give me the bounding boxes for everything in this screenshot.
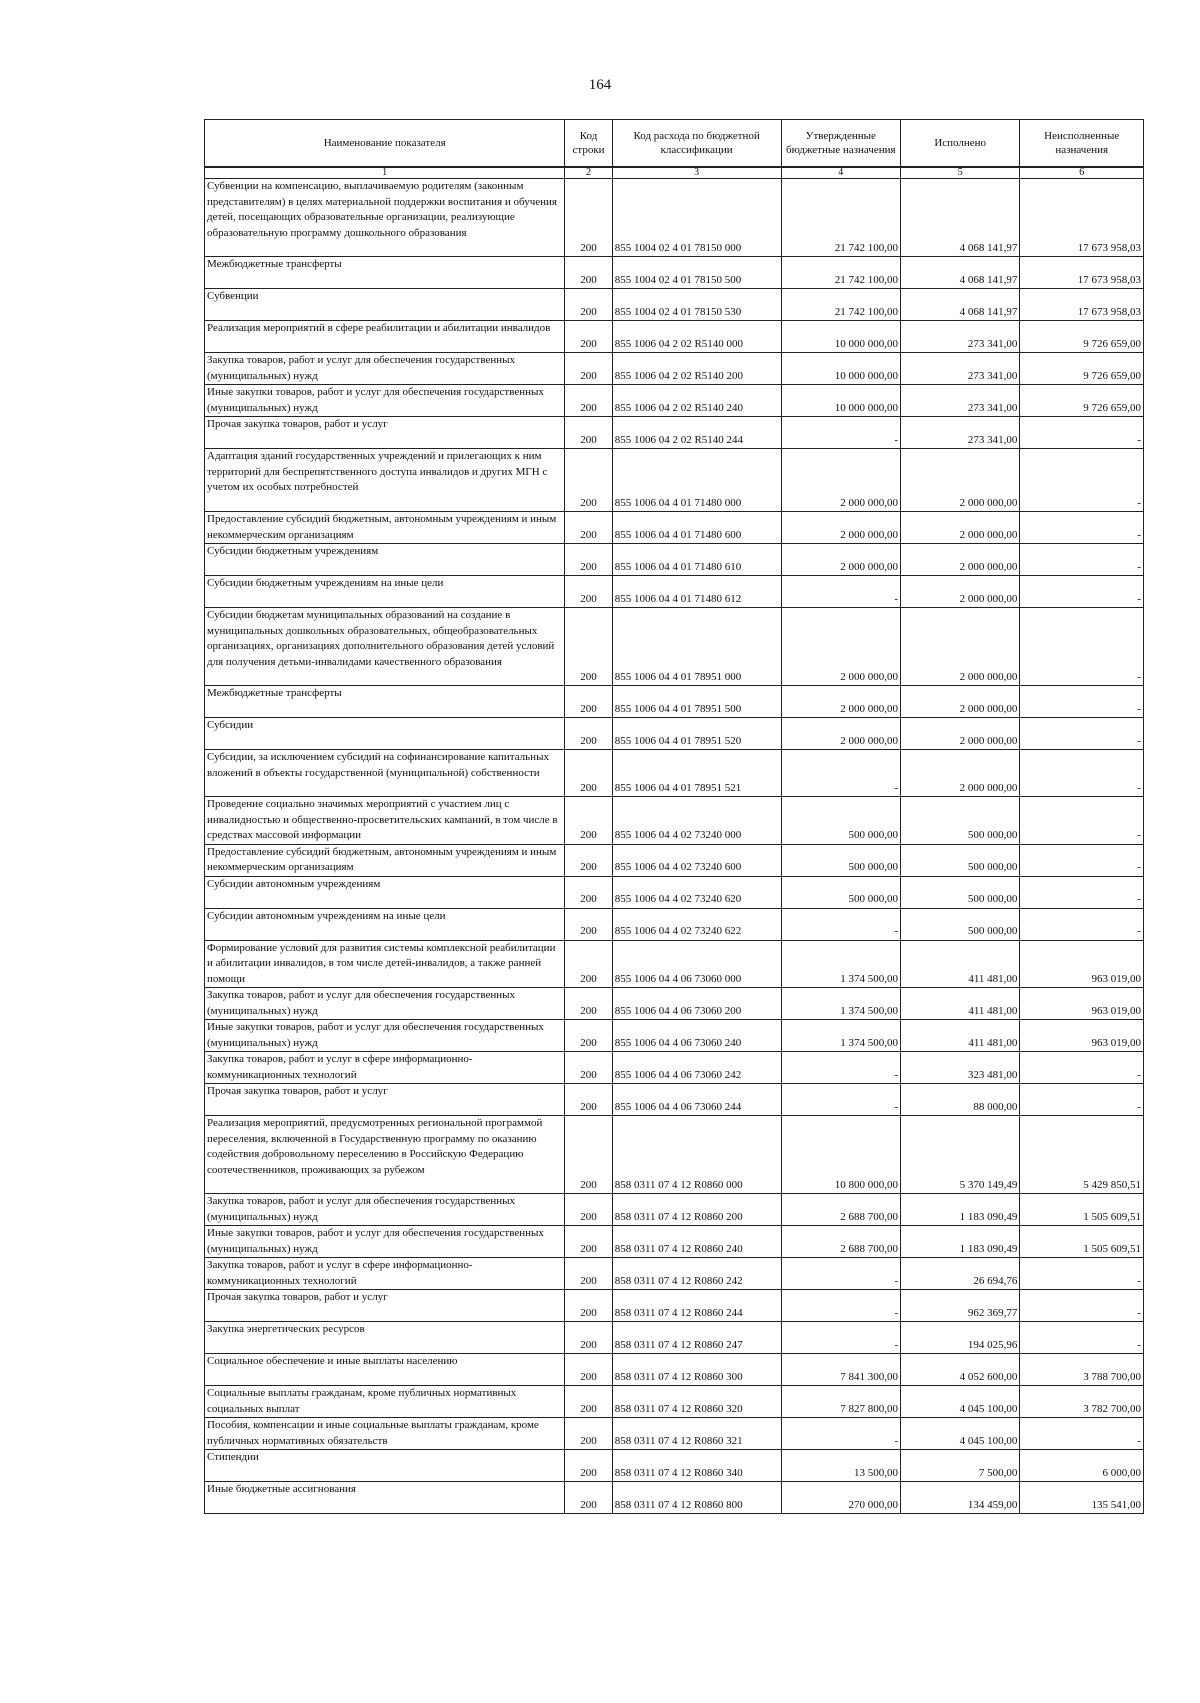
row-approved-amount: 21 742 100,00 [781,179,900,257]
row-approved-amount: - [781,1084,900,1116]
row-unexecuted-amount: 5 429 850,51 [1020,1116,1144,1194]
row-executed-amount: 411 481,00 [900,940,1019,988]
header-classification: Код расхода по бюджетной классификации [612,120,781,168]
row-name: Проведение социально значимых мероприятий с участием лиц с инвалидностью и общественно-просветительских кампаний, в том числе в средствах массовой информации [205,797,565,845]
row-name: Субсидии бюджетам муниципальных образований на создание в муниципальных дошкольных образовательных, общеобразовательных организациях, организациях дополнительного образования детей условий для получения детьми-инвалидами качественного образования [205,608,565,686]
row-executed-amount: 4 045 100,00 [900,1386,1019,1418]
table-header-row [205,120,1144,168]
row-name: Субсидии автономным учреждениям [205,876,565,908]
row-executed-amount: 273 341,00 [900,353,1019,385]
row-approved-amount: 2 000 000,00 [781,608,900,686]
table-row [205,385,1144,417]
row-name: Предоставление субсидий бюджетным, автономным учреждениям и иным некоммерческим организациям [205,844,565,876]
row-unexecuted-amount: 963 019,00 [1020,1020,1144,1052]
row-approved-amount: - [781,1322,900,1354]
row-name: Субвенции на компенсацию, выплачиваемую родителям (законным представителям) в целях материальной поддержки воспитания и обучения детей, посещающих образовательные организации, реализующие образовательную программу дошкольного образования [205,179,565,257]
row-name: Иные закупки товаров, работ и услуг для обеспечения государственных (муниципальных) нужд [205,1226,565,1258]
row-classification-code: 858 0311 07 4 12 R0860 000 [612,1116,781,1194]
table-row [205,417,1144,449]
row-executed-amount: 4 068 141,97 [900,257,1019,289]
row-classification-code: 855 1004 02 4 01 78150 000 [612,179,781,257]
row-code: 200 [565,321,612,353]
row-classification-code: 855 1004 02 4 01 78150 500 [612,257,781,289]
table-row [205,940,1144,988]
row-code: 200 [565,876,612,908]
row-executed-amount: 4 045 100,00 [900,1418,1019,1450]
table-row [205,1258,1144,1290]
table-row [205,544,1144,576]
table-row [205,988,1144,1020]
row-code: 200 [565,844,612,876]
row-unexecuted-amount: - [1020,1258,1144,1290]
row-approved-amount: 10 000 000,00 [781,385,900,417]
row-unexecuted-amount: - [1020,608,1144,686]
row-unexecuted-amount: 9 726 659,00 [1020,385,1144,417]
table-row [205,353,1144,385]
row-code: 200 [565,512,612,544]
table-row [205,608,1144,686]
table-row [205,1386,1144,1418]
row-unexecuted-amount: - [1020,718,1144,750]
table-row [205,1226,1144,1258]
row-code: 200 [565,1020,612,1052]
table-row [205,576,1144,608]
table-row [205,797,1144,845]
row-unexecuted-amount: 1 505 609,51 [1020,1194,1144,1226]
table-row [205,1354,1144,1386]
row-classification-code: 855 1006 04 4 01 71480 600 [612,512,781,544]
row-executed-amount: 2 000 000,00 [900,512,1019,544]
row-code: 200 [565,417,612,449]
table-row [205,876,1144,908]
row-executed-amount: 88 000,00 [900,1084,1019,1116]
row-name: Предоставление субсидий бюджетным, автономным учреждениям и иным некоммерческим организациям [205,512,565,544]
row-executed-amount: 2 000 000,00 [900,576,1019,608]
row-classification-code: 855 1006 04 4 06 73060 200 [612,988,781,1020]
row-executed-amount: 5 370 149,49 [900,1116,1019,1194]
budget-report-table [204,119,1144,1514]
table-row [205,179,1144,257]
column-number: 1 [205,167,565,179]
row-classification-code: 855 1006 04 4 01 78951 521 [612,750,781,797]
row-name: Закупка товаров, работ и услуг для обеспечения государственных (муниципальных) нужд [205,988,565,1020]
row-code: 200 [565,385,612,417]
row-approved-amount: 2 688 700,00 [781,1194,900,1226]
row-classification-code: 858 0311 07 4 12 R0860 321 [612,1418,781,1450]
row-classification-code: 855 1006 04 4 06 73060 244 [612,1084,781,1116]
row-approved-amount: 270 000,00 [781,1482,900,1514]
row-approved-amount: 2 000 000,00 [781,544,900,576]
row-approved-amount: 10 000 000,00 [781,353,900,385]
row-classification-code: 855 1006 04 2 02 R5140 000 [612,321,781,353]
row-classification-code: 855 1006 04 4 02 73240 622 [612,908,781,940]
row-approved-amount: 2 000 000,00 [781,512,900,544]
table-row [205,1194,1144,1226]
row-executed-amount: 194 025,96 [900,1322,1019,1354]
table-row [205,512,1144,544]
column-number: 5 [900,167,1019,179]
row-approved-amount: 1 374 500,00 [781,988,900,1020]
row-name: Реализация мероприятий, предусмотренных региональной программой переселения, включенной в Государственную программу по оказанию содействия добровольному переселению в Российскую Федерацию соотечественников, проживающих за рубежом [205,1116,565,1194]
column-number: 3 [612,167,781,179]
row-classification-code: 855 1006 04 2 02 R5140 244 [612,417,781,449]
row-approved-amount: - [781,750,900,797]
row-code: 200 [565,1482,612,1514]
row-name: Реализация мероприятий в сфере реабилитации и абилитации инвалидов [205,321,565,353]
row-unexecuted-amount: 17 673 958,03 [1020,179,1144,257]
row-classification-code: 855 1006 04 4 06 73060 242 [612,1052,781,1084]
row-name: Стипендии [205,1450,565,1482]
row-unexecuted-amount: - [1020,876,1144,908]
row-executed-amount: 273 341,00 [900,385,1019,417]
row-classification-code: 858 0311 07 4 12 R0860 300 [612,1354,781,1386]
row-executed-amount: 500 000,00 [900,876,1019,908]
row-approved-amount: 500 000,00 [781,797,900,845]
row-executed-amount: 2 000 000,00 [900,608,1019,686]
header-code: Код строки [565,120,612,168]
row-executed-amount: 962 369,77 [900,1290,1019,1322]
table-row [205,1290,1144,1322]
row-approved-amount: 7 841 300,00 [781,1354,900,1386]
row-name: Закупка товаров, работ и услуг для обеспечения государственных (муниципальных) нужд [205,353,565,385]
row-name: Формирование условий для развития системы комплексной реабилитации и абилитации инвалидов, в том числе детей-инвалидов, а также ранней помощи [205,940,565,988]
row-name: Закупка товаров, работ и услуг для обеспечения государственных (муниципальных) нужд [205,1194,565,1226]
row-unexecuted-amount: - [1020,750,1144,797]
table-row [205,718,1144,750]
row-unexecuted-amount: 963 019,00 [1020,940,1144,988]
table-row [205,1482,1144,1514]
row-name: Прочая закупка товаров, работ и услуг [205,1084,565,1116]
row-executed-amount: 500 000,00 [900,844,1019,876]
header-unexecuted: Неисполненные назначения [1020,120,1144,168]
row-name: Закупка товаров, работ и услуг в сфере информационно-коммуникационных технологий [205,1052,565,1084]
row-unexecuted-amount: 17 673 958,03 [1020,257,1144,289]
row-classification-code: 855 1006 04 4 06 73060 000 [612,940,781,988]
row-executed-amount: 2 000 000,00 [900,750,1019,797]
table-row [205,1450,1144,1482]
row-executed-amount: 4 068 141,97 [900,179,1019,257]
row-classification-code: 855 1006 04 4 01 78951 500 [612,686,781,718]
row-code: 200 [565,686,612,718]
row-unexecuted-amount: - [1020,844,1144,876]
row-code: 200 [565,1290,612,1322]
row-executed-amount: 273 341,00 [900,321,1019,353]
row-classification-code: 858 0311 07 4 12 R0860 800 [612,1482,781,1514]
row-approved-amount: 2 000 000,00 [781,686,900,718]
row-executed-amount: 411 481,00 [900,1020,1019,1052]
row-unexecuted-amount: - [1020,1052,1144,1084]
row-executed-amount: 1 183 090,49 [900,1226,1019,1258]
row-code: 200 [565,544,612,576]
row-unexecuted-amount: - [1020,544,1144,576]
row-executed-amount: 7 500,00 [900,1450,1019,1482]
row-approved-amount: - [781,1052,900,1084]
row-code: 200 [565,179,612,257]
row-approved-amount: 21 742 100,00 [781,257,900,289]
table-row [205,908,1144,940]
row-code: 200 [565,1226,612,1258]
header-executed: Исполнено [900,120,1019,168]
row-code: 200 [565,988,612,1020]
table-row [205,844,1144,876]
row-unexecuted-amount: 9 726 659,00 [1020,321,1144,353]
row-unexecuted-amount: 1 505 609,51 [1020,1226,1144,1258]
row-approved-amount: 21 742 100,00 [781,289,900,321]
row-unexecuted-amount: 9 726 659,00 [1020,353,1144,385]
row-executed-amount: 134 459,00 [900,1482,1019,1514]
row-code: 200 [565,1084,612,1116]
table-row [205,1116,1144,1194]
table-row [205,321,1144,353]
row-unexecuted-amount: 6 000,00 [1020,1450,1144,1482]
row-approved-amount: 500 000,00 [781,876,900,908]
header-name: Наименование показателя [205,120,565,168]
row-approved-amount: 2 688 700,00 [781,1226,900,1258]
row-code: 200 [565,1116,612,1194]
row-name: Иные закупки товаров, работ и услуг для обеспечения государственных (муниципальных) нужд [205,385,565,417]
row-unexecuted-amount: - [1020,908,1144,940]
row-executed-amount: 273 341,00 [900,417,1019,449]
row-approved-amount: 7 827 800,00 [781,1386,900,1418]
table-row [205,1084,1144,1116]
row-name: Иные закупки товаров, работ и услуг для обеспечения государственных (муниципальных) нужд [205,1020,565,1052]
row-unexecuted-amount: 17 673 958,03 [1020,289,1144,321]
row-name: Субсидии бюджетным учреждениям [205,544,565,576]
row-code: 200 [565,576,612,608]
row-unexecuted-amount: - [1020,576,1144,608]
row-unexecuted-amount: - [1020,1084,1144,1116]
row-classification-code: 855 1006 04 4 01 71480 612 [612,576,781,608]
row-approved-amount: 13 500,00 [781,1450,900,1482]
row-approved-amount: 10 800 000,00 [781,1116,900,1194]
column-number: 6 [1020,167,1144,179]
row-name: Субсидии бюджетным учреждениям на иные цели [205,576,565,608]
row-code: 200 [565,1258,612,1290]
row-classification-code: 855 1006 04 4 02 73240 000 [612,797,781,845]
row-code: 200 [565,908,612,940]
row-approved-amount: 1 374 500,00 [781,940,900,988]
row-name: Межбюджетные трансферты [205,257,565,289]
row-approved-amount: 2 000 000,00 [781,449,900,512]
row-code: 200 [565,718,612,750]
row-unexecuted-amount: 3 788 700,00 [1020,1354,1144,1386]
row-classification-code: 855 1006 04 4 02 73240 620 [612,876,781,908]
table-row [205,1418,1144,1450]
row-executed-amount: 411 481,00 [900,988,1019,1020]
row-unexecuted-amount: - [1020,1290,1144,1322]
row-classification-code: 855 1004 02 4 01 78150 530 [612,289,781,321]
row-executed-amount: 323 481,00 [900,1052,1019,1084]
column-number-row [205,167,1144,179]
row-name: Закупка энергетических ресурсов [205,1322,565,1354]
row-unexecuted-amount: 3 782 700,00 [1020,1386,1144,1418]
row-approved-amount: 500 000,00 [781,844,900,876]
row-approved-amount: - [781,417,900,449]
row-code: 200 [565,353,612,385]
row-classification-code: 858 0311 07 4 12 R0860 200 [612,1194,781,1226]
row-classification-code: 858 0311 07 4 12 R0860 320 [612,1386,781,1418]
row-classification-code: 855 1006 04 4 02 73240 600 [612,844,781,876]
row-classification-code: 855 1006 04 2 02 R5140 240 [612,385,781,417]
row-unexecuted-amount: - [1020,512,1144,544]
row-name: Адаптация зданий государственных учреждений и прилегающих к ним территорий для беспрепятственного доступа инвалидов и других МГН с учетом их особых потребностей [205,449,565,512]
row-unexecuted-amount: 963 019,00 [1020,988,1144,1020]
row-classification-code: 855 1006 04 2 02 R5140 200 [612,353,781,385]
column-number: 2 [565,167,612,179]
row-unexecuted-amount: - [1020,1322,1144,1354]
table-row [205,1020,1144,1052]
table-row [205,686,1144,718]
row-name: Субсидии, за исключением субсидий на софинансирование капитальных вложений в объекты государственной (муниципальной) собственности [205,750,565,797]
row-executed-amount: 500 000,00 [900,908,1019,940]
row-executed-amount: 4 068 141,97 [900,289,1019,321]
row-unexecuted-amount: 135 541,00 [1020,1482,1144,1514]
row-name: Прочая закупка товаров, работ и услуг [205,417,565,449]
row-approved-amount: - [781,576,900,608]
row-code: 200 [565,797,612,845]
row-executed-amount: 2 000 000,00 [900,686,1019,718]
row-classification-code: 858 0311 07 4 12 R0860 242 [612,1258,781,1290]
row-code: 200 [565,1194,612,1226]
row-name: Пособия, компенсации и иные социальные выплаты гражданам, кроме публичных нормативных обязательств [205,1418,565,1450]
table-row [205,1052,1144,1084]
row-name: Социальные выплаты гражданам, кроме публичных нормативных социальных выплат [205,1386,565,1418]
row-classification-code: 855 1006 04 4 01 78951 000 [612,608,781,686]
row-classification-code: 858 0311 07 4 12 R0860 247 [612,1322,781,1354]
table-row [205,289,1144,321]
row-name: Иные бюджетные ассигнования [205,1482,565,1514]
row-unexecuted-amount: - [1020,686,1144,718]
row-executed-amount: 500 000,00 [900,797,1019,845]
row-name: Социальное обеспечение и иные выплаты населению [205,1354,565,1386]
row-code: 200 [565,1450,612,1482]
row-classification-code: 858 0311 07 4 12 R0860 244 [612,1290,781,1322]
row-executed-amount: 26 694,76 [900,1258,1019,1290]
row-classification-code: 858 0311 07 4 12 R0860 240 [612,1226,781,1258]
row-code: 200 [565,750,612,797]
row-code: 200 [565,1052,612,1084]
row-approved-amount: 2 000 000,00 [781,718,900,750]
row-unexecuted-amount: - [1020,1418,1144,1450]
row-code: 200 [565,257,612,289]
row-name: Субсидии [205,718,565,750]
row-classification-code: 855 1006 04 4 06 73060 240 [612,1020,781,1052]
row-classification-code: 855 1006 04 4 01 71480 000 [612,449,781,512]
row-unexecuted-amount: - [1020,797,1144,845]
row-name: Закупка товаров, работ и услуг в сфере информационно-коммуникационных технологий [205,1258,565,1290]
row-approved-amount: - [781,1290,900,1322]
row-code: 200 [565,289,612,321]
page-number: 164 [588,77,612,93]
row-code: 200 [565,1418,612,1450]
table-row [205,257,1144,289]
row-unexecuted-amount: - [1020,417,1144,449]
row-name: Субвенции [205,289,565,321]
column-number: 4 [781,167,900,179]
row-executed-amount: 4 052 600,00 [900,1354,1019,1386]
row-code: 200 [565,940,612,988]
row-code: 200 [565,1322,612,1354]
row-name: Межбюджетные трансферты [205,686,565,718]
row-approved-amount: - [781,908,900,940]
row-approved-amount: - [781,1258,900,1290]
row-approved-amount: 10 000 000,00 [781,321,900,353]
row-name: Субсидии автономным учреждениям на иные цели [205,908,565,940]
row-executed-amount: 2 000 000,00 [900,544,1019,576]
row-unexecuted-amount: - [1020,449,1144,512]
row-executed-amount: 1 183 090,49 [900,1194,1019,1226]
row-executed-amount: 2 000 000,00 [900,718,1019,750]
row-executed-amount: 2 000 000,00 [900,449,1019,512]
row-approved-amount: - [781,1418,900,1450]
row-classification-code: 855 1006 04 4 01 71480 610 [612,544,781,576]
table-row [205,750,1144,797]
table-row [205,1322,1144,1354]
table-row [205,449,1144,512]
header-approved: Утвержденные бюджетные назначения [781,120,900,168]
row-name: Прочая закупка товаров, работ и услуг [205,1290,565,1322]
row-code: 200 [565,608,612,686]
row-code: 200 [565,1354,612,1386]
row-code: 200 [565,449,612,512]
row-classification-code: 855 1006 04 4 01 78951 520 [612,718,781,750]
row-classification-code: 858 0311 07 4 12 R0860 340 [612,1450,781,1482]
row-approved-amount: 1 374 500,00 [781,1020,900,1052]
row-code: 200 [565,1386,612,1418]
